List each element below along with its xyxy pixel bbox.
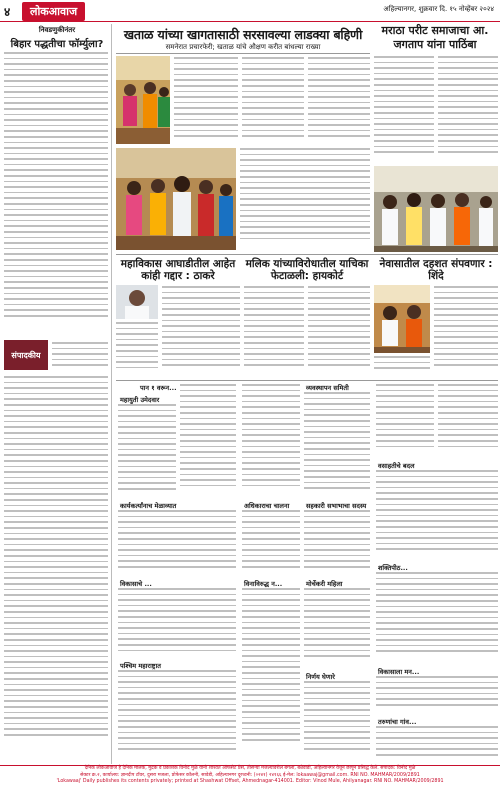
right-story-text-col2 bbox=[438, 56, 498, 164]
imprint-footer bbox=[0, 765, 500, 795]
top-story-subheadline: समनेरात प्रचारफेरी; खताळ यांचे औक्षण करीत बांधल्या राख्या bbox=[165, 43, 321, 51]
editorial-body-text bbox=[4, 52, 108, 336]
column-head-vikasalaa: विकासाला मन... bbox=[378, 668, 420, 676]
column-head-pashchim: पश्चिम महाराष्ट्रात bbox=[120, 662, 161, 670]
editorial-body-text-side bbox=[52, 342, 108, 372]
lower-text-d3 bbox=[376, 470, 498, 560]
imprint-line-1: दैनिक लोकआवाज हे दैनिक मालक, मुद्रक व प्रकाशक विनोद मुळे यांनी शाश्‍वत ऑफसेट प्रेस, तीसऱ्या मजल्यावरील बंगला, बन्नेवाडी, अहिल्यानगर येथून छापून प्रसिद्ध केले. संपादक: विनोद मुळे bbox=[84, 766, 416, 771]
editorial-badge: संपादकीय bbox=[4, 340, 48, 370]
column-head-vasahati: वसाहतीचे बदल bbox=[378, 462, 415, 470]
right-story-text-col1 bbox=[374, 56, 434, 164]
column-head-mahila: मोर्चेकरी महिला bbox=[306, 580, 343, 588]
imprint-line-2: सेक्टर क्र.२, कार्यालय: ज्ञानदीप टॉवर, दुसरा मजला, प्रोफेसर कॉलनी, सावेडी, अहिल्यानगर दूरध्वनी: (०२४१) २४१६६ ई-मेल: lokaawaj@gmail.com. RNI NO. MAHMAR/2009/2891 bbox=[80, 772, 420, 778]
lower-text-d2 bbox=[438, 384, 498, 458]
lower-text-c3 bbox=[304, 588, 370, 670]
story-malik-headline: मलिक यांच्याविरोधातील याचिका फेटाळली: हायकोर्ट bbox=[245, 258, 369, 282]
story-malik-text-2 bbox=[308, 286, 370, 376]
story-shinde-text-2 bbox=[374, 356, 430, 376]
divider bbox=[116, 53, 370, 54]
page-number: ४ bbox=[4, 5, 11, 19]
dateline: अहिल्यानगर, शुक्रवार दि. १५ नोव्हेंबर २०२४ bbox=[383, 5, 494, 13]
lower-text-b3 bbox=[242, 588, 300, 762]
lower-text-d1 bbox=[376, 384, 434, 458]
lower-text-d5 bbox=[376, 676, 498, 714]
column-head-tarun: तरुणांचा गांव... bbox=[378, 718, 417, 726]
thakre-photo bbox=[116, 285, 158, 319]
lower-text-c4 bbox=[304, 681, 370, 762]
rally-photo-2 bbox=[116, 148, 236, 250]
right-story-headline: मराठा परीट समाजाचा आ. जगताप यांना पाठिंबा bbox=[381, 24, 489, 51]
lower-text-a3 bbox=[118, 510, 236, 576]
lower-text-a2 bbox=[180, 384, 236, 498]
editorial-heading bbox=[4, 26, 110, 50]
lower-text-a1 bbox=[118, 404, 176, 498]
column-head-vinodkumar: विनाविरुद्ध न... bbox=[244, 580, 283, 588]
top-story-text-col3 bbox=[308, 57, 370, 145]
story-shinde-text-1 bbox=[434, 286, 498, 376]
lower-text-d4 bbox=[376, 572, 498, 664]
divider bbox=[116, 380, 498, 381]
editorial-title: बिहार पद्धतीचा फॉर्म्युला? bbox=[10, 39, 104, 50]
story-thakre-headline: महाविकास आघाडीतील आहेत कांही गद्दार : ठाकरे bbox=[120, 258, 236, 282]
top-story-headline: खताळ यांच्या खागतासाठी सरसावल्या लाडक्या बहिणी bbox=[123, 27, 363, 42]
masthead bbox=[0, 0, 500, 22]
imprint-line-3: 'Lokawaaj' Daily publishes its contents privately; printed at Shashwat Offset, Ahmednagar-414001. Editor: Vinod Mule, Ahilyanagar. RNI NO. MAHMAR/2009/2891 bbox=[56, 779, 444, 784]
column-head-karyakarte: कार्यकर्त्यांनाच मेळाव्यात bbox=[120, 502, 177, 510]
rally-photo-1 bbox=[116, 56, 170, 144]
editorial-body-text-continued bbox=[4, 376, 108, 762]
story-shinde-headline: नेवासातील दहशत संपवणार : शिंदे bbox=[379, 258, 493, 282]
shinde-rally-photo bbox=[374, 285, 430, 353]
story-thakre-text-2 bbox=[116, 322, 158, 376]
top-story-photo2-side-text bbox=[240, 148, 370, 248]
editorial-kicker: निवडणुकीनंतर bbox=[38, 26, 76, 34]
lower-text-b2 bbox=[242, 510, 300, 576]
newspaper-logo: लोकआवाज bbox=[22, 2, 85, 21]
column-head-vyavasthapan: व्यवस्थापन समिती bbox=[306, 384, 349, 392]
lower-text-c2 bbox=[304, 510, 370, 576]
column-head-nirnay: निर्णय घेणारे bbox=[306, 673, 335, 681]
top-story-text-col1 bbox=[174, 57, 238, 145]
column-head-adhikar: अधिकाराचा चालना bbox=[244, 502, 290, 510]
lower-text-a5 bbox=[118, 670, 236, 762]
lower-text-b1 bbox=[242, 384, 300, 498]
lower-text-c1 bbox=[304, 392, 370, 498]
story-thakre-text bbox=[162, 286, 240, 376]
story-malik-text-1 bbox=[244, 286, 304, 376]
community-meeting-photo bbox=[374, 166, 498, 252]
column-head-paan: पान १ वरून... bbox=[140, 384, 177, 392]
lower-text-a4 bbox=[118, 588, 236, 658]
column-head-sahakari: सहकारी सभाभाचा सदस्य bbox=[306, 502, 367, 510]
column-head-vikasache: विकासाचे ... bbox=[120, 580, 152, 588]
divider bbox=[116, 254, 498, 255]
top-story-text-col2 bbox=[242, 57, 304, 145]
column-head-shaktipith: शक्तिपीठ... bbox=[378, 564, 408, 572]
column-head-mahayuti: महायुती उमेदवार bbox=[120, 396, 160, 404]
lower-text-d6 bbox=[376, 726, 498, 762]
